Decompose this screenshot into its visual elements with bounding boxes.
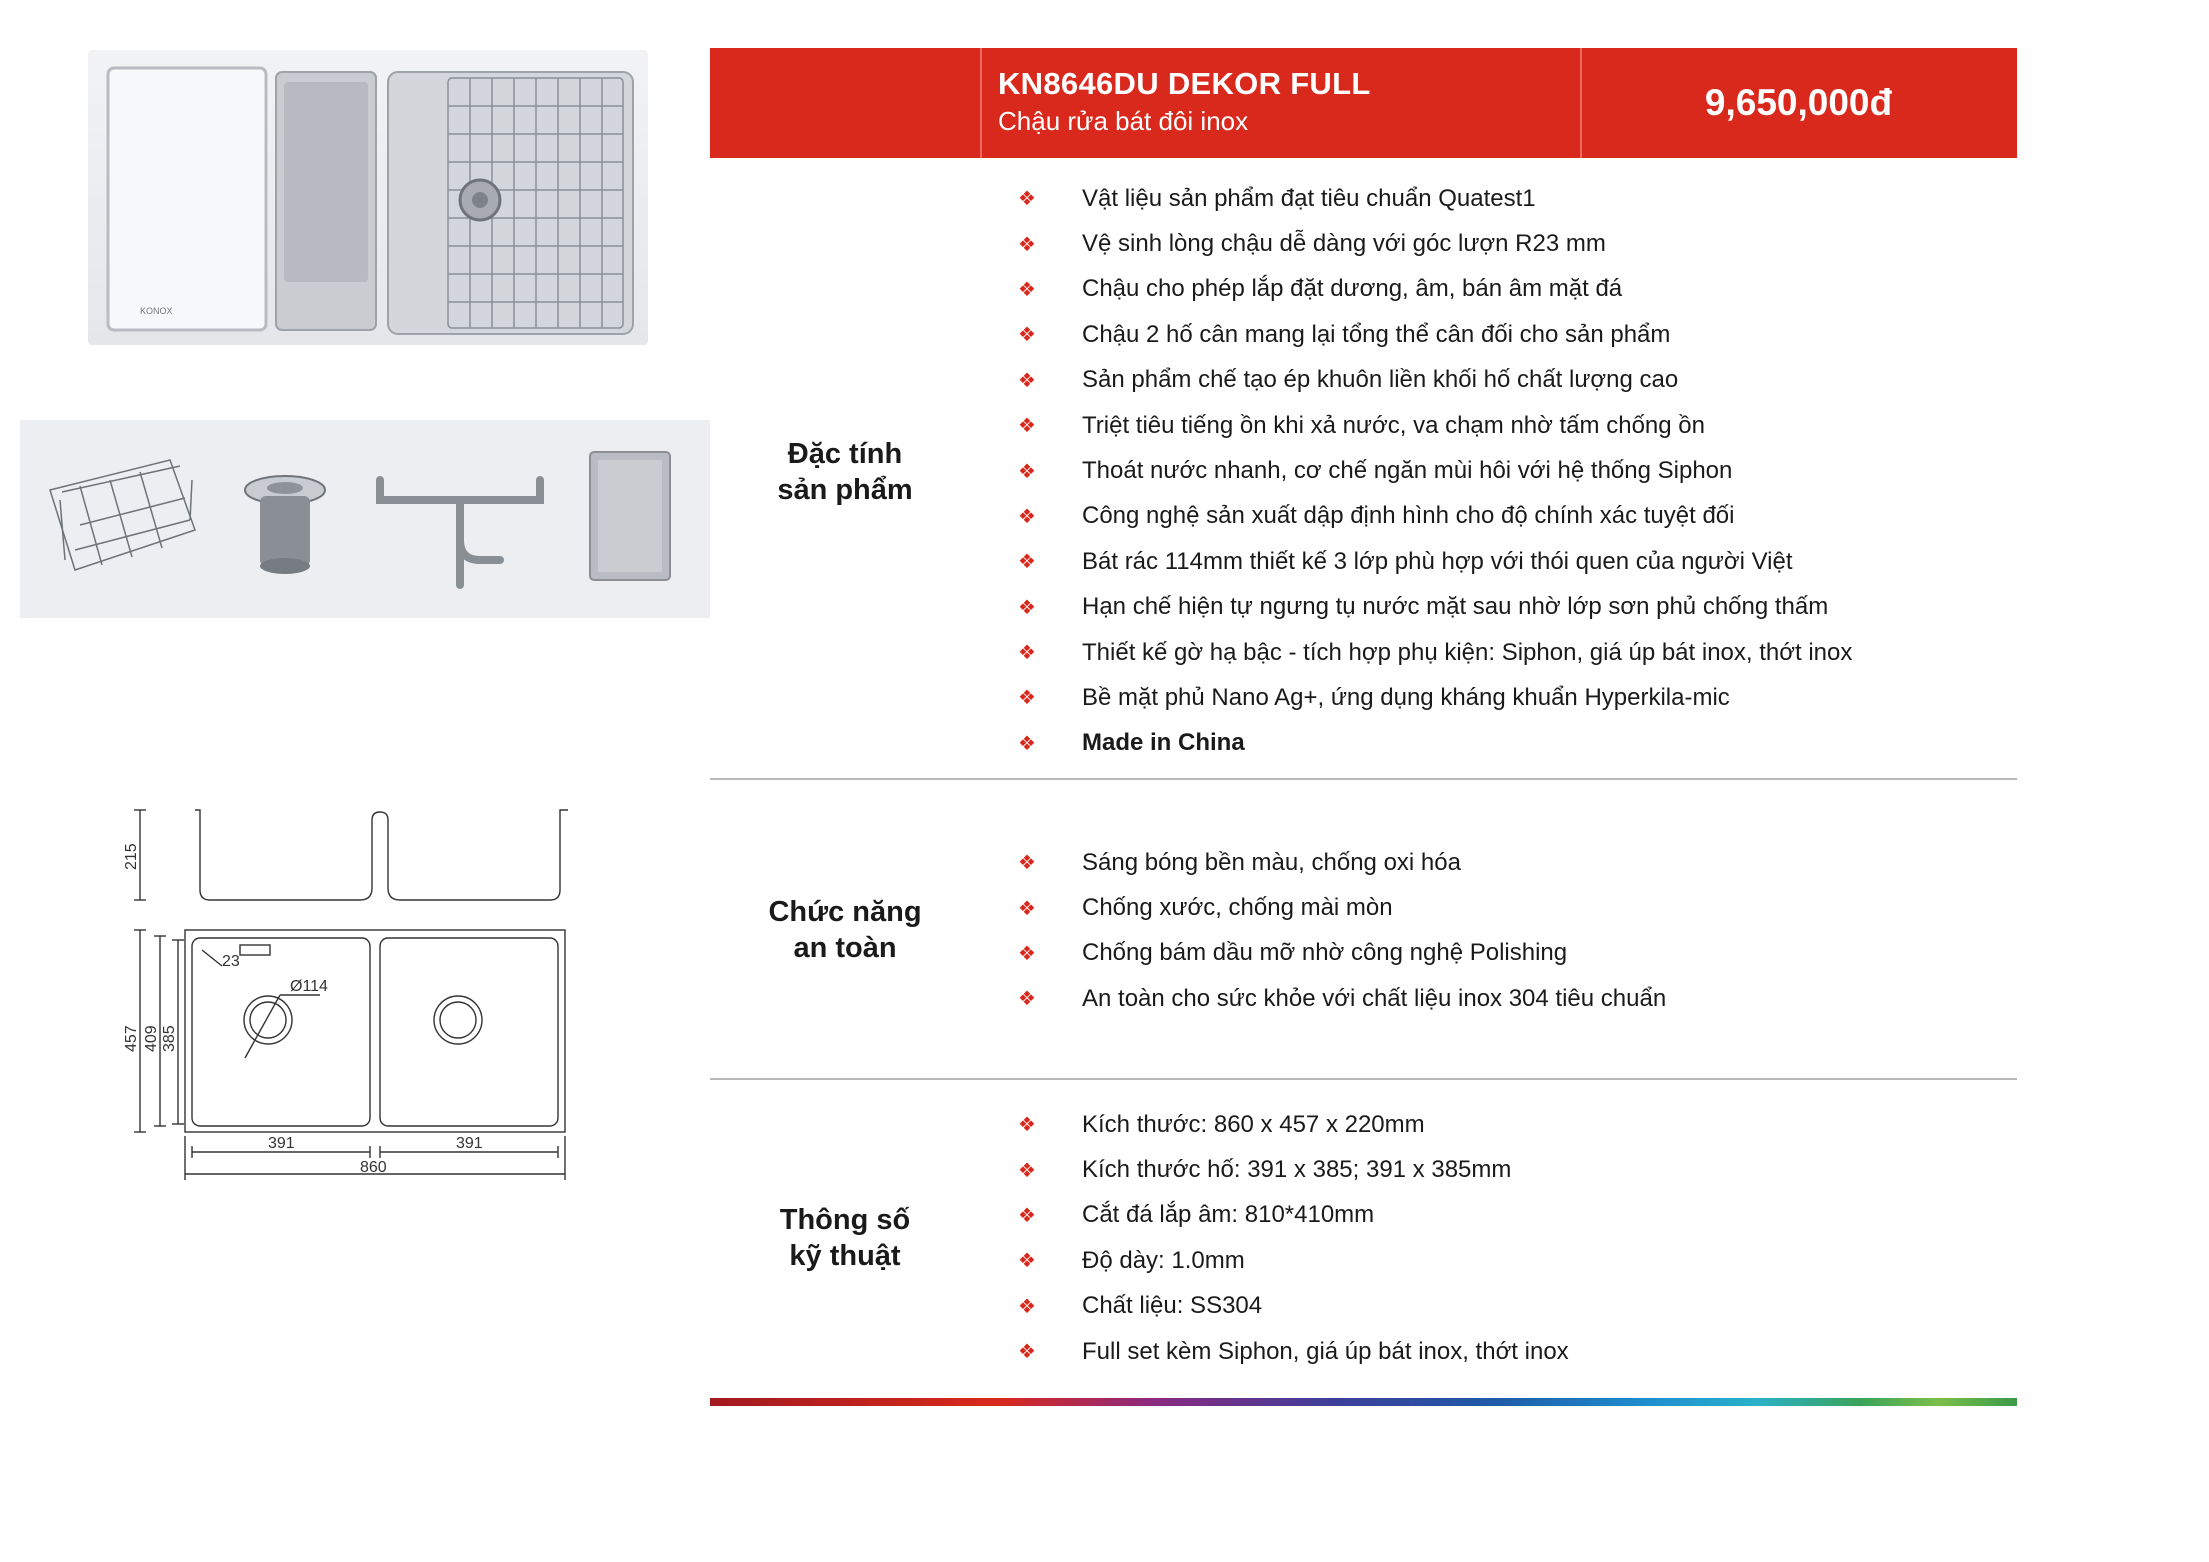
product-header bbox=[710, 48, 2017, 158]
diamond-bullet-icon: ❖ bbox=[1018, 1250, 1036, 1273]
diamond-bullet-icon: ❖ bbox=[1018, 897, 1036, 920]
dim-radius-label: 23 bbox=[222, 953, 240, 970]
model-subtitle: Chậu rửa bát đôi inox bbox=[998, 106, 1249, 136]
accessories-illustration bbox=[20, 420, 710, 618]
diamond-bullet-icon: ❖ bbox=[1018, 1204, 1036, 1227]
diamond-bullet-icon: ❖ bbox=[1018, 596, 1036, 619]
diamond-bullet-icon: ❖ bbox=[1018, 732, 1036, 755]
diamond-bullet-icon: ❖ bbox=[1018, 233, 1036, 256]
diamond-bullet-icon: ❖ bbox=[1018, 188, 1036, 211]
diamond-bullet-icon: ❖ bbox=[1018, 942, 1036, 965]
list-item: ❖ Chất liệu: SS304 bbox=[1010, 1284, 1569, 1329]
spec-list bbox=[1010, 1102, 1569, 1374]
section-specs bbox=[710, 1102, 2017, 1382]
diamond-bullet-icon: ❖ bbox=[1018, 1159, 1036, 1182]
dim-inner-depth-label: 409 bbox=[143, 1025, 160, 1052]
price: 9,650,000đ bbox=[1704, 82, 1893, 123]
header-divider bbox=[980, 48, 982, 158]
list-item: ❖ Triệt tiêu tiếng ồn khi xả nước, va chạm nhờ tấm chống ồn bbox=[1010, 403, 1852, 448]
list-item: ❖ Thoát nước nhanh, cơ chế ngăn mùi hôi với hệ thống Siphon bbox=[1010, 448, 1852, 493]
diamond-bullet-icon: ❖ bbox=[1018, 852, 1036, 875]
accessories-strip bbox=[20, 420, 710, 618]
brand-color-bar bbox=[710, 1398, 2017, 1406]
dim-overall-depth-label: 457 bbox=[123, 1025, 140, 1052]
list-item: ❖ Vệ sinh lòng chậu dễ dàng với góc lượn R23 mm bbox=[1010, 221, 1852, 266]
list-item: ❖ Kích thước: 860 x 457 x 220mm bbox=[1010, 1102, 1569, 1147]
drain-strainer-icon bbox=[245, 476, 325, 574]
diamond-bullet-icon: ❖ bbox=[1018, 551, 1036, 574]
siphon-pipe-icon bbox=[380, 480, 540, 585]
list-item: ❖ Kích thước hố: 391 x 385; 391 x 385mm bbox=[1010, 1147, 1569, 1192]
section-label: Thông số kỹ thuật bbox=[779, 1204, 911, 1272]
list-item: ❖ Cắt đá lắp âm: 810*410mm bbox=[1010, 1193, 1569, 1238]
list-item: ❖ Full set kèm Siphon, giá úp bát inox, thớt inox bbox=[1010, 1329, 1569, 1374]
section-divider bbox=[710, 778, 2017, 780]
diamond-bullet-icon: ❖ bbox=[1018, 324, 1036, 347]
list-item: ❖ Độ dày: 1.0mm bbox=[1010, 1238, 1569, 1283]
dim-bowl-width-left: 391 bbox=[268, 1135, 295, 1152]
section-safety bbox=[710, 840, 2017, 1040]
list-item: ❖ Vật liệu sản phẩm đạt tiêu chuẩn Quatest1 bbox=[1010, 176, 1852, 221]
section-label: Chức năng an toàn bbox=[768, 896, 922, 964]
cutting-board-icon bbox=[590, 452, 670, 580]
dim-bowl-depth-label: 385 bbox=[161, 1025, 178, 1052]
dish-basket-icon bbox=[50, 460, 195, 570]
section-features bbox=[710, 176, 2017, 776]
diamond-bullet-icon: ❖ bbox=[1018, 642, 1036, 665]
list-item: ❖ Made in China bbox=[1010, 721, 1852, 766]
dim-overall-width: 860 bbox=[360, 1159, 387, 1176]
list-item: ❖ Hạn chế hiện tự ngưng tụ nước mặt sau nhờ lớp sơn phủ chống thấm bbox=[1010, 585, 1852, 630]
dimension-drawing bbox=[110, 790, 590, 1190]
diamond-bullet-icon: ❖ bbox=[1018, 1341, 1036, 1364]
model-name: KN8646DU DEKOR FULL bbox=[998, 66, 1371, 101]
dim-depth-label: 215 bbox=[123, 843, 140, 870]
diamond-bullet-icon: ❖ bbox=[1018, 1295, 1036, 1318]
dim-bowl-width-right: 391 bbox=[456, 1135, 483, 1152]
sink-illustration bbox=[88, 50, 648, 345]
dim-drain-label: Ø114 bbox=[290, 978, 328, 995]
list-item: ❖ Công nghệ sản xuất dập định hình cho độ chính xác tuyệt đối bbox=[1010, 494, 1852, 539]
diamond-bullet-icon: ❖ bbox=[1018, 505, 1036, 528]
section-label: Đặc tính sản phẩm bbox=[777, 438, 913, 506]
list-item: ❖ Chống bám dầu mỡ nhờ công nghệ Polishing bbox=[1010, 931, 1666, 976]
diamond-bullet-icon: ❖ bbox=[1018, 687, 1036, 710]
diamond-bullet-icon: ❖ bbox=[1018, 988, 1036, 1011]
list-item: ❖ Sáng bóng bền màu, chống oxi hóa bbox=[1010, 840, 1666, 885]
diamond-bullet-icon: ❖ bbox=[1018, 1114, 1036, 1137]
list-item: ❖ Thiết kế gờ hạ bậc - tích hợp phụ kiện: Siphon, giá úp bát inox, thớt inox bbox=[1010, 630, 1852, 675]
diamond-bullet-icon: ❖ bbox=[1018, 278, 1036, 301]
brand-mark: KONOX bbox=[140, 306, 173, 316]
diamond-bullet-icon: ❖ bbox=[1018, 369, 1036, 392]
diamond-bullet-icon: ❖ bbox=[1018, 415, 1036, 438]
technical-drawing bbox=[110, 790, 590, 1190]
list-item: ❖ Chậu cho phép lắp đặt dương, âm, bán âm mặt đá bbox=[1010, 267, 1852, 312]
feature-list bbox=[1010, 176, 1852, 766]
list-item: ❖ An toàn cho sức khỏe với chất liệu inox 304 tiêu chuẩn bbox=[1010, 976, 1666, 1021]
product-photo bbox=[88, 50, 648, 345]
list-item: ❖ Chống xước, chống mài mòn bbox=[1010, 885, 1666, 930]
diamond-bullet-icon: ❖ bbox=[1018, 460, 1036, 483]
list-item: ❖ Bề mặt phủ Nano Ag+, ứng dụng kháng khuẩn Hyperkila-mic bbox=[1010, 675, 1852, 720]
section-divider bbox=[710, 1078, 2017, 1080]
safety-list bbox=[1010, 840, 1666, 1022]
list-item: ❖ Chậu 2 hố cân mang lại tổng thể cân đối cho sản phẩm bbox=[1010, 312, 1852, 357]
list-item: ❖ Bát rác 114mm thiết kế 3 lớp phù hợp với thói quen của người Việt bbox=[1010, 539, 1852, 584]
list-item: ❖ Sản phẩm chế tạo ép khuôn liền khối hố chất lượng cao bbox=[1010, 358, 1852, 403]
